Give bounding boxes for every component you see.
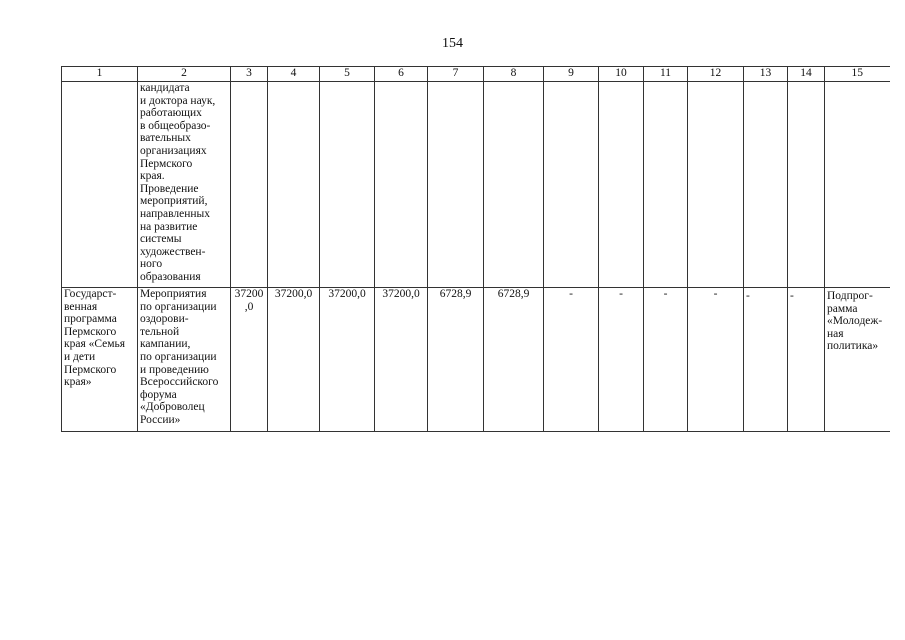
column-header: 8: [484, 67, 544, 82]
column-header: 10: [599, 67, 644, 82]
table-row-continuation: [62, 82, 890, 288]
column-header: 7: [428, 67, 484, 82]
column-header: 13: [744, 67, 788, 82]
cell-col9: [544, 82, 599, 288]
cell-col3-value: 37200 ,0: [231, 288, 268, 432]
cell-col10: [599, 82, 644, 288]
page-number: 154: [442, 36, 463, 51]
column-header: 5: [320, 67, 375, 82]
cell-col11-value: -: [644, 288, 688, 432]
cell-col8-value: 6728,9: [484, 288, 544, 432]
cell-col11: [644, 82, 688, 288]
column-header: 1: [62, 67, 138, 82]
cell-col7-value: 6728,9: [428, 288, 484, 432]
cell-col14: [788, 82, 825, 288]
column-header: 6: [375, 67, 428, 82]
cell-col1: [62, 82, 138, 288]
cell-col13: [744, 82, 788, 288]
cell-program-name: Государст- венная программа Пермского края «Семья и дети Пермского края»: [62, 288, 138, 432]
column-header: 12: [688, 67, 744, 82]
table-row-program: [62, 288, 890, 432]
cell-col12-value: -: [688, 288, 744, 432]
cell-col3: [231, 82, 268, 288]
cell-col6: [375, 82, 428, 288]
cell-col2-description: кандидата и доктора наук, работающих в общеобразо- вательных организациях Пермского края. Проведение мероприятий, направленных на развитие системы художествен- ного образования: [138, 82, 231, 288]
column-header: 2: [138, 67, 231, 82]
cell-col4: [268, 82, 320, 288]
cell-col15: [825, 82, 890, 288]
column-header: 11: [644, 67, 688, 82]
column-header: 15: [825, 67, 890, 82]
cell-measure-description: Мероприятия по организации оздорови- тельной кампании, по организации и проведению Всероссийского форума «Доброволец России»: [138, 288, 231, 432]
cell-col14-value: -: [788, 288, 825, 432]
cell-col7: [428, 82, 484, 288]
cell-col5-value: 37200,0: [320, 288, 375, 432]
cell-col6-value: 37200,0: [375, 288, 428, 432]
cell-col13-value: -: [744, 288, 788, 432]
budget-table: [61, 66, 890, 432]
column-header: 4: [268, 67, 320, 82]
cell-col9-value: -: [544, 288, 599, 432]
cell-col4-value: 37200,0: [268, 288, 320, 432]
cell-col12: [688, 82, 744, 288]
column-header: 9: [544, 67, 599, 82]
cell-col5: [320, 82, 375, 288]
table-header-row: [62, 67, 890, 82]
cell-col10-value: -: [599, 288, 644, 432]
column-header: 14: [788, 67, 825, 82]
cell-subprogram: Подпрог- рамма «Молодеж- ная политика»: [825, 288, 890, 432]
column-header: 3: [231, 67, 268, 82]
cell-col8: [484, 82, 544, 288]
